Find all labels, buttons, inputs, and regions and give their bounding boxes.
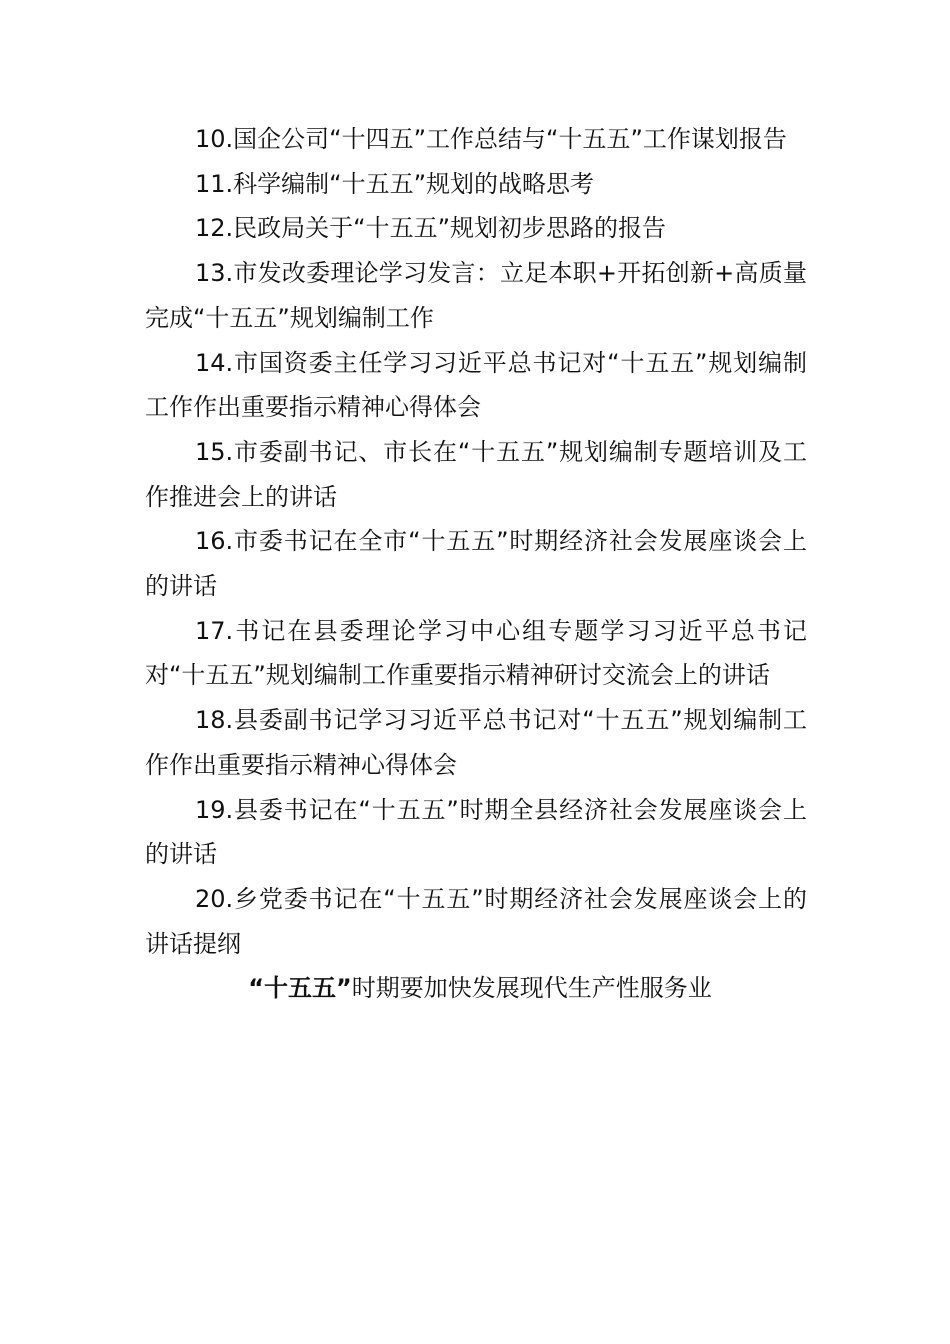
list-item: 16.市委书记在全市“十五五”时期经济社会发展座谈会上的讲话 <box>145 527 807 601</box>
heading-quoted-term: “十五五” <box>248 974 352 1003</box>
list-item: 12.民政局关于“十五五”规划初步思路的报告 <box>195 214 667 243</box>
list-item: 19.县委书记在“十五五”时期全县经济社会发展座谈会上的讲话 <box>145 795 807 869</box>
list-item: 14.市国资委主任学习习近平总书记对“十五五”规划编制工作作出重要指示精神心得体会 <box>145 348 807 422</box>
list-item: 13.市发改委理论学习发言：立足本职+开拓创新+高质量完成“十五五”规划编制工作 <box>145 259 807 332</box>
heading-text: 时期要加快发展现代生产性服务业 <box>351 974 712 1003</box>
list-item: 11.科学编制“十五五”规划的战略思考 <box>195 169 595 198</box>
list-item: 18.县委副书记学习习近平总书记对“十五五”规划编制工作作出重要指示精神心得体会 <box>145 706 807 779</box>
list-item: 10.国企公司“十四五”工作总结与“十五五”工作谋划报告 <box>195 125 787 153</box>
list-item: 20.乡党委书记在“十五五”时期经济社会发展座谈会上的讲话提纲 <box>145 884 807 958</box>
document-content <box>145 117 807 1011</box>
section-heading <box>145 966 807 1011</box>
list-item: 17.书记在县委理论学习中心组专题学习习近平总书记对“十五五”规划编制工作重要指示精神研讨交流会上的讲话 <box>145 616 807 690</box>
list-item: 15.市委副书记、市长在“十五五”规划编制专题培训及工作推进会上的讲话 <box>145 437 807 511</box>
